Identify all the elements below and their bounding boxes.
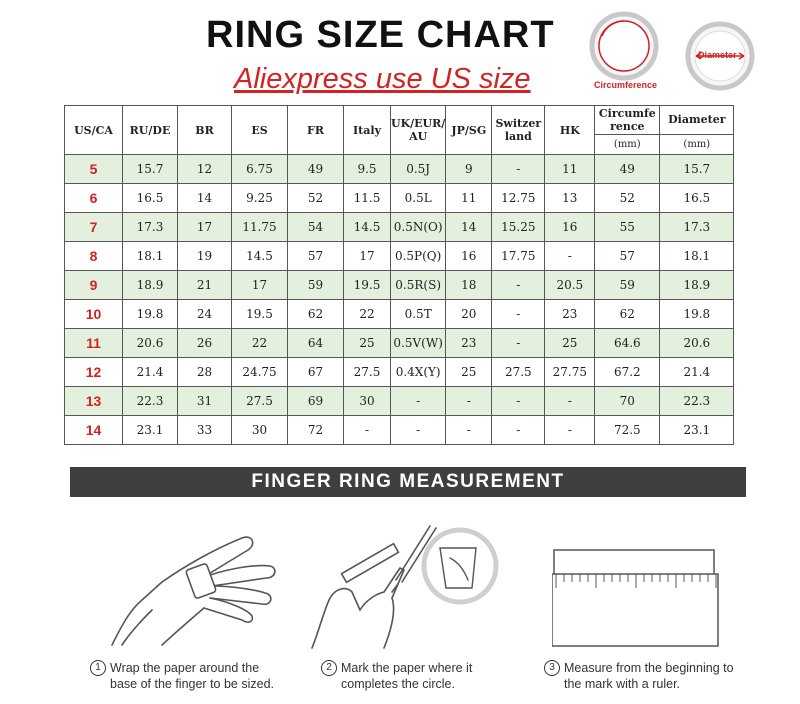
step-3-line1: Measure from the beginning to bbox=[564, 661, 734, 675]
table-cell: 9 bbox=[446, 155, 492, 184]
us-size-cell: 12 bbox=[65, 358, 123, 387]
table-cell: 49 bbox=[595, 155, 660, 184]
table-cell: 19.8 bbox=[660, 300, 734, 329]
table-cell: 0.5T bbox=[391, 300, 446, 329]
table-cell: 23 bbox=[446, 329, 492, 358]
table-cell: 17 bbox=[344, 242, 391, 271]
table-cell: 19.8 bbox=[123, 300, 178, 329]
table-cell: 17.3 bbox=[660, 213, 734, 242]
table-cell: - bbox=[545, 387, 595, 416]
us-size-cell: 13 bbox=[65, 387, 123, 416]
us-size-cell: 5 bbox=[65, 155, 123, 184]
table-cell: - bbox=[492, 271, 545, 300]
table-cell: 72 bbox=[288, 416, 344, 445]
table-cell: 11.5 bbox=[344, 184, 391, 213]
table-cell: 15.7 bbox=[660, 155, 734, 184]
table-cell: 28 bbox=[178, 358, 232, 387]
step-1-line1: Wrap the paper around the bbox=[110, 661, 260, 675]
table-cell: 67 bbox=[288, 358, 344, 387]
column-header: ES bbox=[232, 106, 288, 155]
table-cell: - bbox=[492, 155, 545, 184]
table-cell: 11.75 bbox=[232, 213, 288, 242]
table-cell: 22.3 bbox=[660, 387, 734, 416]
table-row bbox=[65, 155, 734, 184]
table-row bbox=[65, 416, 734, 445]
step-3-line2: the mark with a ruler. bbox=[564, 677, 681, 691]
column-header: UK/EUR/ AU bbox=[391, 106, 446, 155]
table-row bbox=[65, 213, 734, 242]
table-cell: 6.75 bbox=[232, 155, 288, 184]
table-cell: 23 bbox=[545, 300, 595, 329]
table-cell: 0.5N(O) bbox=[391, 213, 446, 242]
table-cell: 22 bbox=[232, 329, 288, 358]
column-header: Diameter bbox=[660, 106, 734, 135]
table-cell: 18.9 bbox=[123, 271, 178, 300]
column-header: Switzer land bbox=[492, 106, 545, 155]
table-cell: - bbox=[545, 416, 595, 445]
circumference-label: Circumference bbox=[594, 80, 658, 90]
column-header: US/CA bbox=[65, 106, 123, 155]
pen-mark-illustration bbox=[300, 518, 500, 653]
table-cell: 14 bbox=[446, 213, 492, 242]
table-row bbox=[65, 242, 734, 271]
table-row bbox=[65, 300, 734, 329]
table-cell: 49 bbox=[288, 155, 344, 184]
table-cell: 16 bbox=[446, 242, 492, 271]
table-cell: 57 bbox=[288, 242, 344, 271]
table-cell: 52 bbox=[288, 184, 344, 213]
step-2-text bbox=[321, 660, 472, 692]
table-cell: 0.4X(Y) bbox=[391, 358, 446, 387]
column-unit: (mm) bbox=[660, 134, 734, 154]
table-cell: 12 bbox=[178, 155, 232, 184]
table-cell: 23.1 bbox=[660, 416, 734, 445]
step-2-line1: Mark the paper where it bbox=[341, 661, 473, 675]
table-cell: 20 bbox=[446, 300, 492, 329]
table-cell: 0.5P(Q) bbox=[391, 242, 446, 271]
table-cell: 26 bbox=[178, 329, 232, 358]
table-cell: 27.5 bbox=[232, 387, 288, 416]
table-row bbox=[65, 387, 734, 416]
table-cell: 22 bbox=[344, 300, 391, 329]
table-cell: 17.75 bbox=[492, 242, 545, 271]
table-cell: 19 bbox=[178, 242, 232, 271]
table-cell: 21.4 bbox=[123, 358, 178, 387]
table-cell: 18.1 bbox=[123, 242, 178, 271]
column-header: Circumfe rence bbox=[595, 106, 660, 135]
table-cell: 16 bbox=[545, 213, 595, 242]
table-cell: 24 bbox=[178, 300, 232, 329]
measurement-banner: FINGER RING MEASUREMENT bbox=[70, 467, 746, 497]
table-cell: - bbox=[391, 387, 446, 416]
table-cell: 27.75 bbox=[545, 358, 595, 387]
table-cell: - bbox=[391, 416, 446, 445]
table-cell: 21.4 bbox=[660, 358, 734, 387]
table-cell: 52 bbox=[595, 184, 660, 213]
table-cell: - bbox=[492, 329, 545, 358]
table-cell: 17 bbox=[178, 213, 232, 242]
table-cell: 59 bbox=[288, 271, 344, 300]
table-row bbox=[65, 358, 734, 387]
table-cell: 21 bbox=[178, 271, 232, 300]
table-cell: 0.5L bbox=[391, 184, 446, 213]
table-cell: 16.5 bbox=[123, 184, 178, 213]
circumference-ring-icon bbox=[588, 10, 660, 82]
table-cell: - bbox=[446, 387, 492, 416]
table-cell: 62 bbox=[288, 300, 344, 329]
step-2-line2: completes the circle. bbox=[341, 677, 455, 691]
table-cell: 13 bbox=[545, 184, 595, 213]
table-cell: 67.2 bbox=[595, 358, 660, 387]
ruler-measure-illustration bbox=[552, 548, 722, 648]
step-1-number: 1 bbox=[90, 660, 106, 676]
table-row bbox=[65, 271, 734, 300]
table-cell: 20.5 bbox=[545, 271, 595, 300]
column-header: JP/SG bbox=[446, 106, 492, 155]
table-cell: 30 bbox=[232, 416, 288, 445]
column-header: BR bbox=[178, 106, 232, 155]
table-cell: 19.5 bbox=[344, 271, 391, 300]
table-cell: 20.6 bbox=[123, 329, 178, 358]
step-2-number: 2 bbox=[321, 660, 337, 676]
table-cell: 22.3 bbox=[123, 387, 178, 416]
step-3-number: 3 bbox=[544, 660, 560, 676]
table-row bbox=[65, 329, 734, 358]
table-cell: 0.5V(W) bbox=[391, 329, 446, 358]
table-cell: - bbox=[545, 242, 595, 271]
table-cell: 64 bbox=[288, 329, 344, 358]
table-cell: 14.5 bbox=[344, 213, 391, 242]
table-cell: 11 bbox=[446, 184, 492, 213]
table-cell: 18.1 bbox=[660, 242, 734, 271]
table-cell: 12.75 bbox=[492, 184, 545, 213]
table-cell: 17.3 bbox=[123, 213, 178, 242]
page-title: RING SIZE CHART bbox=[206, 14, 555, 56]
hand-wrap-illustration bbox=[92, 520, 282, 650]
us-size-cell: 11 bbox=[65, 329, 123, 358]
table-cell: 14.5 bbox=[232, 242, 288, 271]
table-cell: 9.5 bbox=[344, 155, 391, 184]
table-cell: 18 bbox=[446, 271, 492, 300]
step-1-line2: base of the finger to be sized. bbox=[110, 677, 274, 691]
table-cell: 15.25 bbox=[492, 213, 545, 242]
table-cell: - bbox=[344, 416, 391, 445]
table-cell: - bbox=[492, 300, 545, 329]
table-cell: 72.5 bbox=[595, 416, 660, 445]
us-size-cell: 7 bbox=[65, 213, 123, 242]
table-cell: - bbox=[492, 387, 545, 416]
table-cell: 59 bbox=[595, 271, 660, 300]
table-cell: 24.75 bbox=[232, 358, 288, 387]
column-unit: (mm) bbox=[595, 134, 660, 154]
diameter-label: Diameter bbox=[698, 50, 737, 60]
table-cell: 55 bbox=[595, 213, 660, 242]
column-header: FR bbox=[288, 106, 344, 155]
table-cell: 0.5J bbox=[391, 155, 446, 184]
table-cell: - bbox=[492, 416, 545, 445]
us-size-cell: 14 bbox=[65, 416, 123, 445]
table-cell: 33 bbox=[178, 416, 232, 445]
table-cell: 9.25 bbox=[232, 184, 288, 213]
table-cell: 14 bbox=[178, 184, 232, 213]
table-row bbox=[65, 184, 734, 213]
table-cell: 15.7 bbox=[123, 155, 178, 184]
table-cell: 57 bbox=[595, 242, 660, 271]
table-cell: 64.6 bbox=[595, 329, 660, 358]
table-cell: 18.9 bbox=[660, 271, 734, 300]
table-cell: 54 bbox=[288, 213, 344, 242]
table-cell: 25 bbox=[344, 329, 391, 358]
table-cell: 62 bbox=[595, 300, 660, 329]
us-size-cell: 8 bbox=[65, 242, 123, 271]
table-cell: 30 bbox=[344, 387, 391, 416]
table-cell: 16.5 bbox=[660, 184, 734, 213]
table-cell: 25 bbox=[545, 329, 595, 358]
column-header: RU/DE bbox=[123, 106, 178, 155]
step-1-text bbox=[90, 660, 274, 692]
ring-size-table bbox=[64, 105, 734, 445]
us-size-cell: 10 bbox=[65, 300, 123, 329]
table-cell: 31 bbox=[178, 387, 232, 416]
table-cell: 19.5 bbox=[232, 300, 288, 329]
column-header: HK bbox=[545, 106, 595, 155]
column-header: Italy bbox=[344, 106, 391, 155]
step-3-text bbox=[544, 660, 734, 692]
table-header-row bbox=[65, 106, 734, 135]
table-cell: 11 bbox=[545, 155, 595, 184]
table-cell: 25 bbox=[446, 358, 492, 387]
us-size-cell: 6 bbox=[65, 184, 123, 213]
table-cell: 17 bbox=[232, 271, 288, 300]
page-subtitle: Aliexpress use US size bbox=[234, 63, 531, 95]
table-cell: 70 bbox=[595, 387, 660, 416]
table-cell: 27.5 bbox=[344, 358, 391, 387]
table-cell: - bbox=[446, 416, 492, 445]
table-cell: 0.5R(S) bbox=[391, 271, 446, 300]
table-cell: 69 bbox=[288, 387, 344, 416]
us-size-cell: 9 bbox=[65, 271, 123, 300]
table-cell: 20.6 bbox=[660, 329, 734, 358]
table-cell: 23.1 bbox=[123, 416, 178, 445]
table-cell: 27.5 bbox=[492, 358, 545, 387]
